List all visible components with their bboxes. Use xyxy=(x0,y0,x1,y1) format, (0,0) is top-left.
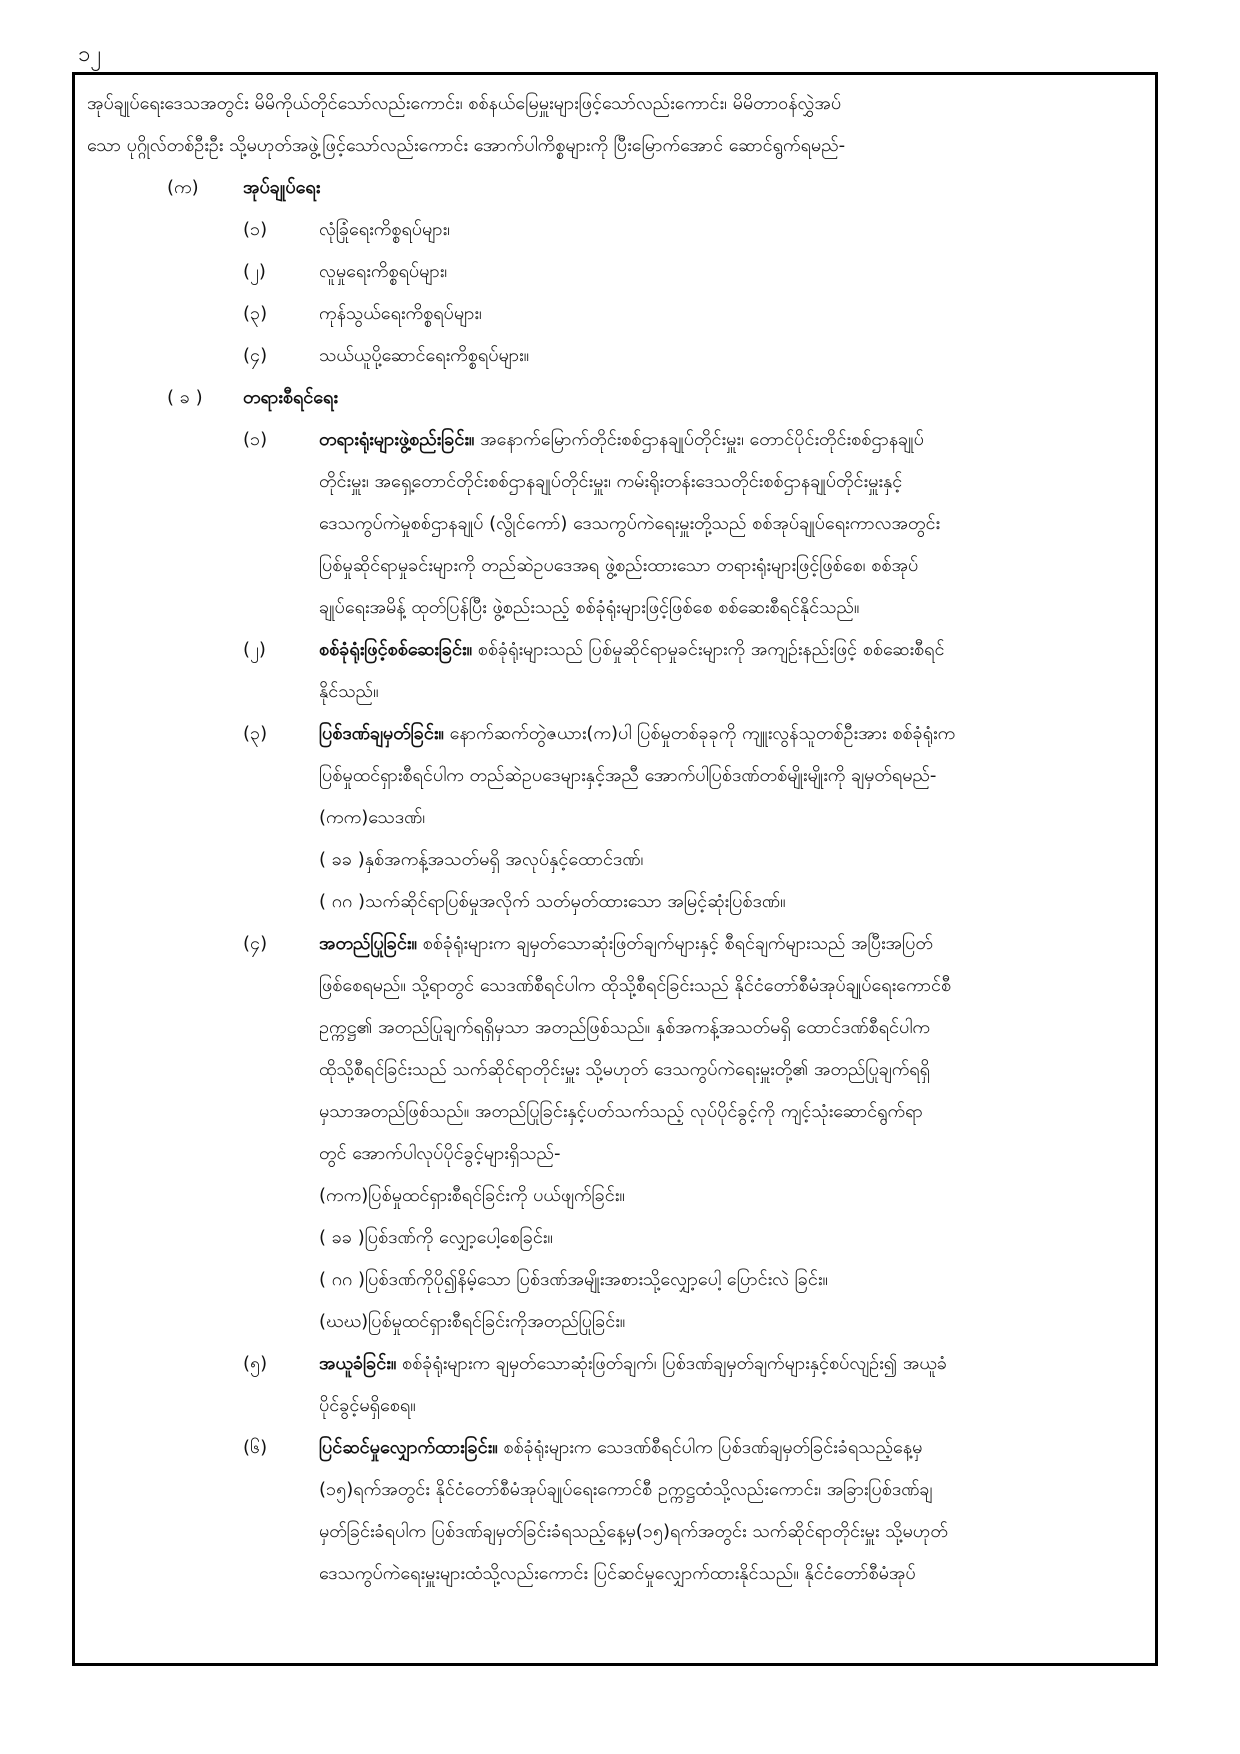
clause-3-line-1 xyxy=(87,713,1143,755)
item-label: (၁) xyxy=(243,219,268,240)
clause-4-line-1 xyxy=(87,923,1143,965)
clause-6-line-2: (၁၅)ရက်အတွင်း နိုင်ငံတော်စီမံအုပ်ချုပ်ရေးကောင်စီ ဥက္ကဋ္ဌထံသို့လည်းကောင်း၊ အခြားပြစ်ဒဏ်ချ xyxy=(319,1479,933,1500)
clause-4-line-3: ဥက္ကဋ္ဌ၏ အတည်ပြုချက်ရရှိမှသာ အတည်ဖြစ်သည်။ နှစ်အကန့်အသတ်မရှိ ထောင်ဒဏ်စီရင်ပါက xyxy=(319,1017,930,1038)
sub-text: ပြစ်မှုထင်ရှားစီရင်ခြင်းကို ပယ်ဖျက်ခြင်း။ xyxy=(368,1185,625,1206)
item-text: ကုန်သွယ်ရေးကိစ္စရပ်များ၊ xyxy=(319,303,482,324)
clause-1-line-4: ပြစ်မှုဆိုင်ရာမှုခင်းများကို တည်ဆဲဥပဒေအရ ဖွဲ့စည်းထားသော တရားရုံးများဖြင့်ဖြစ်စေ၊ စစ်အုပ် xyxy=(319,555,919,576)
sub-item xyxy=(319,881,1143,923)
section-title: အုပ်ချုပ်ရေး xyxy=(243,177,321,198)
item-text: လုံခြုံရေးကိစ္စရပ်များ၊ xyxy=(319,219,450,240)
clause-6-line-3: မှတ်ခြင်းခံရပါက ပြစ်ဒဏ်ချမှတ်ခြင်းခံရသည့်နေ့မှ(၁၅)ရက်အတွင်း သက်ဆိုင်ရာတိုင်းမှူး သို့မဟုတ် xyxy=(319,1521,948,1542)
clause-1-line-1 xyxy=(87,419,1143,461)
item-text: လူမှုရေးကိစ္စရပ်များ၊ xyxy=(319,261,448,282)
clause-head: အတည်ပြုခြင်း။ xyxy=(319,933,417,954)
clause-1-line-5: ချုပ်ရေးအမိန့် ထုတ်ပြန်ပြီး ဖွဲ့စည်းသည့် စစ်ခုံရုံးများဖြင့်ဖြစ်စေ စစ်ဆေးစီရင်နိုင်သည်။ xyxy=(319,597,860,618)
clause-3-line-2: ပြစ်မှုထင်ရှားစီရင်ပါက တည်ဆဲဥပဒေများနှင့်အညီ အောက်ပါပြစ်ဒဏ်တစ်မျိုးမျိုးကို ချမှတ်ရမည်- xyxy=(319,765,937,786)
sub-item xyxy=(319,839,1143,881)
clause-text: စစ်ခုံရုံးများက ချမှတ်သောဆုံးဖြတ်ချက်၊ ပြစ်ဒဏ်ချမှတ်ချက်များနှင့်စပ်လျဉ်း၍ အယူခံ xyxy=(396,1353,948,1374)
clause-text: စစ်ခုံရုံးများသည် ပြစ်မှုဆိုင်ရာမှုခင်းများကို အကျဉ်းနည်းဖြင့် စစ်ဆေးစီရင် xyxy=(472,639,945,660)
sub-label: ( ခခ ) xyxy=(319,849,365,870)
clause-2-line-2: နိုင်သည်။ xyxy=(319,681,379,702)
clause-text: နောက်ဆက်တွဲဇယား(က)ပါ ပြစ်မှုတစ်ခုခုကို ကျူးလွန်သူတစ်ဦးအား စစ်ခုံရုံးက xyxy=(443,723,956,744)
clause-5-line-2: ပိုင်ခွင့်မရှိစေရ။ xyxy=(319,1395,416,1416)
sub-text: ပြစ်ဒဏ်ကိုပို၍နိမ့်သော ပြစ်ဒဏ်အမျိုးအစားသို့လျှော့ပေါ့ ပြောင်းလဲ ခြင်း။ xyxy=(365,1269,828,1290)
item-text: သယ်ယူပို့ဆောင်ရေးကိစ္စရပ်များ။ xyxy=(319,345,530,366)
clause-label: (၅) xyxy=(243,1353,268,1374)
clause-6-line-4: ဒေသကွပ်ကဲရေးမှူးများထံသို့လည်းကောင်း ပြင်ဆင်မှုလျှောက်ထားနိုင်သည်။ နိုင်ငံတော်စီမံအုပ် xyxy=(319,1563,916,1584)
list-item xyxy=(87,335,1143,377)
section-kha-heading xyxy=(87,377,1143,419)
document-frame xyxy=(72,72,1158,1666)
page-number: ၁၂ xyxy=(78,42,102,67)
clause-4-line-5: မှသာအတည်ဖြစ်သည်။ အတည်ပြုခြင်းနှင့်ပတ်သက်သည့် လုပ်ပိုင်ခွင့်ကို ကျင့်သုံးဆောင်ရွက်ရာ xyxy=(319,1101,923,1122)
clause-4-line-6: တွင် အောက်ပါလုပ်ပိုင်ခွင့်များရှိသည်- xyxy=(319,1143,561,1164)
clause-label: (၂) xyxy=(243,639,266,660)
item-label: (၄) xyxy=(243,345,268,366)
clause-2-line-1 xyxy=(87,629,1143,671)
item-label: (၃) xyxy=(243,303,268,324)
sub-label: ( ခခ ) xyxy=(319,1227,365,1248)
sub-text: သက်ဆိုင်ရာပြစ်မှုအလိုက် သတ်မှတ်ထားသော အမြင့်ဆုံးပြစ်ဒဏ်။ xyxy=(365,891,786,912)
sub-item xyxy=(319,797,1143,839)
clause-head: ပြင်ဆင်မှုလျှောက်ထားခြင်း။ xyxy=(319,1437,498,1458)
section-ka-heading xyxy=(87,167,1143,209)
sub-item xyxy=(319,1259,1143,1301)
clause-label: (၃) xyxy=(243,723,268,744)
sub-text: နှစ်အကန့်အသတ်မရှိ အလုပ်နှင့်ထောင်ဒဏ်၊ xyxy=(364,849,644,870)
list-item xyxy=(87,209,1143,251)
sub-item xyxy=(319,1301,1143,1343)
intro-line-2: သော ပုဂ္ဂိုလ်တစ်ဦးဦး သို့မဟုတ်အဖွဲ့ဖြင့်သော်လည်းကောင်း အောက်ပါကိစ္စများကို ပြီးမြောက်အောင် ဆောင်ရွက်ရမည်- xyxy=(87,135,846,156)
clause-6-line-1 xyxy=(87,1427,1143,1469)
section-label: ( ခ ) xyxy=(167,387,203,408)
sub-label: (ကက) xyxy=(319,807,369,828)
sub-item xyxy=(319,1175,1143,1217)
clause-head: အယူခံခြင်း။ xyxy=(319,1353,397,1374)
section-title: တရားစီရင်ရေး xyxy=(243,387,338,408)
list-item xyxy=(87,251,1143,293)
clause-1-line-3: ဒေသကွပ်ကဲမှုစစ်ဌာနချုပ် (လွိုင်ကော်) ဒေသကွပ်ကဲရေးမှူးတို့သည် စစ်အုပ်ချုပ်ရေးကာလအတွင်း xyxy=(319,513,941,534)
clause-label: (၁) xyxy=(243,429,268,450)
clause-1-line-2: တိုင်းမှူး၊ အရှေ့တောင်တိုင်းစစ်ဌာနချုပ်တိုင်းမှူး၊ ကမ်းရိုးတန်းဒေသတိုင်းစစ်ဌာနချုပ်တိုင်းမှူးနှင့် xyxy=(319,471,903,492)
clause-label: (၄) xyxy=(243,933,268,954)
clause-text: စစ်ခုံရုံးများက ချမှတ်သောဆုံးဖြတ်ချက်များနှင့် စီရင်ချက်များသည် အပြီးအပြတ် xyxy=(416,933,933,954)
clause-text: စစ်ခုံရုံးများက သေဒဏ်စီရင်ပါက ပြစ်ဒဏ်ချမှတ်ခြင်းခံရသည့်နေ့မှ xyxy=(497,1437,923,1458)
item-label: (၂) xyxy=(243,261,266,282)
clause-4-line-2: ဖြစ်စေရမည်။ သို့ရာတွင် သေဒဏ်စီရင်ပါက ထိုသို့စီရင်ခြင်းသည် နိုင်ငံတော်စီမံအုပ်ချုပ်ရေးကောင်စီ xyxy=(319,975,952,996)
sub-text: ပြစ်ဒဏ်ကို လျှော့ပေါ့စေခြင်း။ xyxy=(364,1227,553,1248)
sub-text: ပြစ်မှုထင်ရှားစီရင်ခြင်းကိုအတည်ပြုခြင်း။ xyxy=(368,1311,626,1332)
sub-text: သေဒဏ်၊ xyxy=(368,807,426,828)
sub-label: ( ဂဂ ) xyxy=(319,1269,366,1290)
sub-label: (ကက) xyxy=(319,1185,369,1206)
clause-5-line-1 xyxy=(87,1343,1143,1385)
clause-4-line-4: ထိုသို့စီရင်ခြင်းသည် သက်ဆိုင်ရာတိုင်းမှူး သို့မဟုတ် ဒေသကွပ်ကဲရေးမှူးတို့၏ အတည်ပြုချက်ရရှိ xyxy=(319,1059,930,1080)
clause-head: စစ်ခုံရုံးဖြင့်စစ်ဆေးခြင်း။ xyxy=(319,639,473,660)
clause-text: အနောက်မြောက်တိုင်းစစ်ဌာနချုပ်တိုင်းမှူး၊ တောင်ပိုင်းတိုင်းစစ်ဌာနချုပ် xyxy=(474,429,924,450)
sub-item xyxy=(319,1217,1143,1259)
section-label: (က) xyxy=(167,177,199,198)
list-item xyxy=(87,293,1143,335)
intro-line-1: အုပ်ချုပ်ရေးဒေသအတွင်း မိမိကိုယ်တိုင်သော်လည်းကောင်း၊ စစ်နယ်မြေမှူးများဖြင့်သော်လည်းကောင်း၊ မိမိတာဝန်လွှဲအပ် xyxy=(87,93,842,114)
clause-head: တရားရုံးများဖွဲ့စည်းခြင်း။ xyxy=(319,429,475,450)
sub-label: (ဃဃ) xyxy=(319,1311,369,1332)
clause-label: (၆) xyxy=(243,1437,268,1458)
sub-label: ( ဂဂ ) xyxy=(319,891,366,912)
clause-head: ပြစ်ဒဏ်ချမှတ်ခြင်း။ xyxy=(319,723,444,744)
